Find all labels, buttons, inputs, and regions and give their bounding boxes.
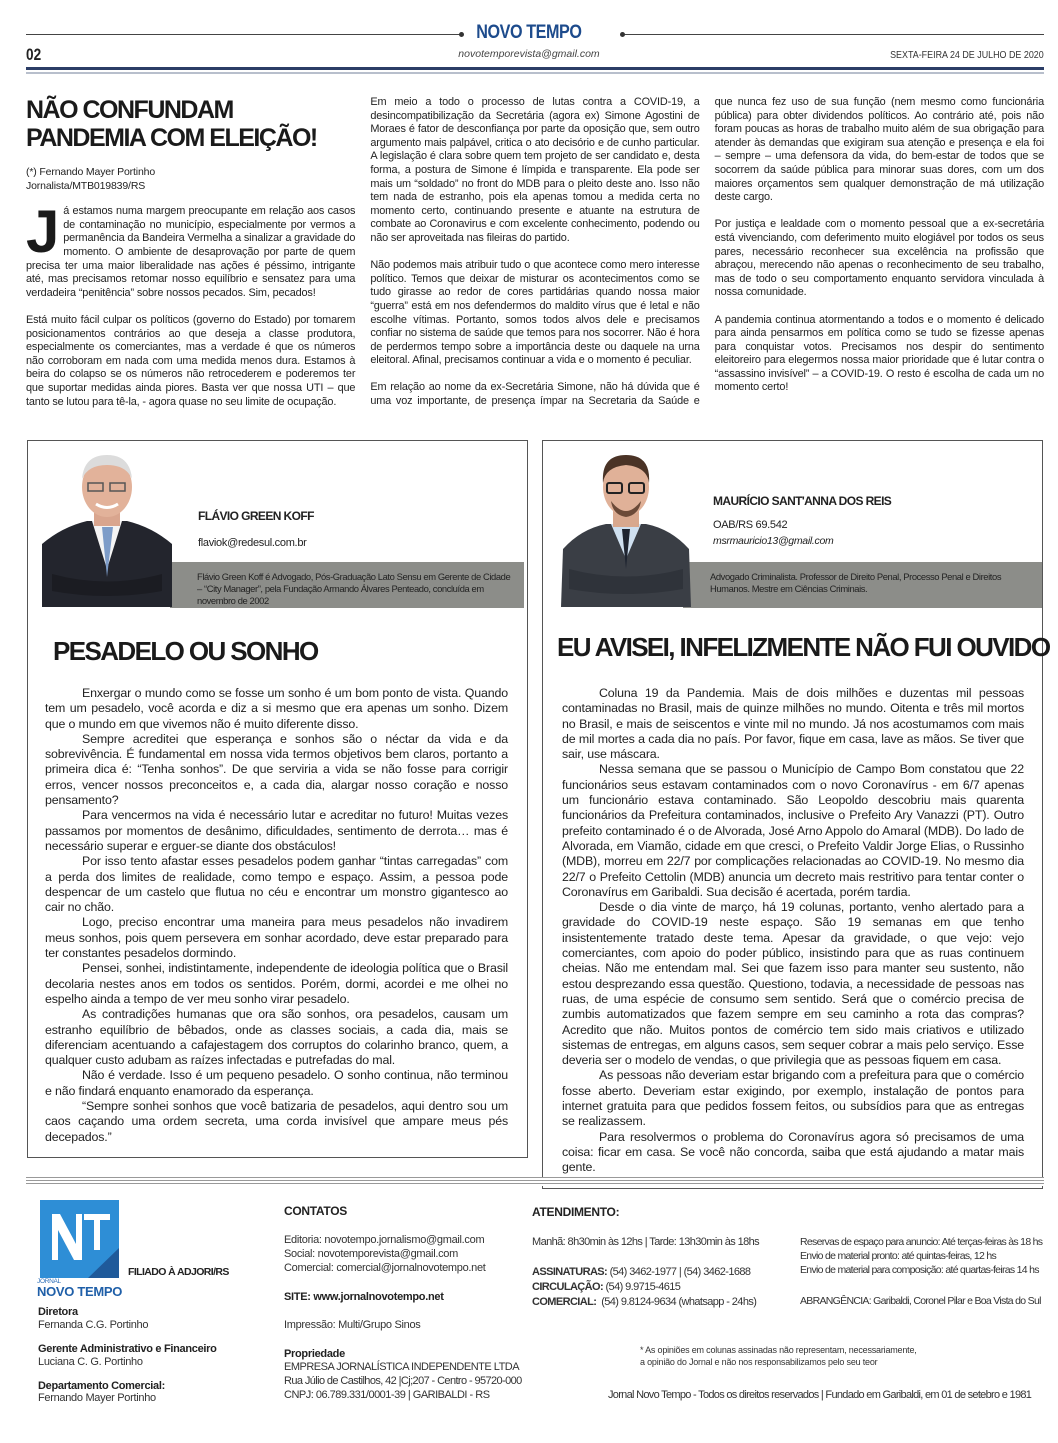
disclaimer: * As opiniões em colunas assinadas não representam, necessariamente, (640, 1345, 917, 1355)
site-link[interactable]: SITE: www.jornalnovotempo.net (284, 1291, 444, 1303)
deadline: Envio de material pronto: até quintas-feiras, 12 hs (800, 1250, 997, 1262)
editorial-paragraph: Em meio a todo o processo de lutas contra a COVID-19, a desincompatibilização da Secretária (agora ex) Simone Agostini de Moraes é fator de desconfiança por parte da oposição que, sem outro argumento mais palpável, critica o ato decisório e de cunho particular. A legislação é clara sobre quem tem projeto de ser candidato e, desta forma, a postura de Simone é límpida e transparente. Ela pode ser mais um “soldado” no front do MDB para o pleito deste ano. Isso não tem nada de estranho, pois ela apenas tomou a medida certa no momento certo, continuando presente e atuante na estrutura de combate ao Coronavirus e com excelente conhecimento, podendo ou não ser aproveitada nas fileiras do partido. (370, 96, 700, 244)
coverage: ABRANGÊNCIA: Garibaldi, Coronel Pilar e Boa Vista do Sul (800, 1295, 1041, 1307)
author-registration: OAB/RS 69.542 (713, 519, 788, 531)
editorial-paragraph: Está muito fácil culpar os políticos (governo do Estado) por tomarem posicionamentos contrários ao que deseja a classe produtora, especialmente os comerciantes, mas a verdade é que os números não corroboram em nada com uma medida menos dura. Estamos à beira do colapso se os números não retrocederem e poderemos ter que suportar medidas ainda piores. Basta ver que nossa UTI – que tanto se lutou para tê-la, - agora quase no seu limite de ocupação. (26, 313, 356, 408)
editorial-paragraph (26, 198, 356, 300)
phone-label: CIRCULAÇÃO: (532, 1281, 604, 1293)
column-title: PESADELO OU SONHO (53, 636, 318, 666)
column-paragraph: Coluna 19 da Pandemia. Mais de dois milhões e duzentas mil pessoas contaminadas no Brasil, mais de quinze milhões no mundo. Oitenta e três mil mortos no Brasil, e mais de seiscentos e vinte mil no mundo. Já nos acostumamos com mais de mil mortes a cada dia no país. Por favor, fique em casa, lave as mãos. Se tiver que sair, use máscara. (562, 686, 1024, 762)
editorial-paragraph: A pandemia continua atormentando a todos e o momento é delicado para ainda pensarmos em política como se tudo se fizesse apenas para conquistar votos. Precisamos nos despir do sentimento eleitoreiro para elegermos nossa maior prioridade que é lutar contra o “assassino invisível” – a COVID-19. O resto é escolha de cada um no momento certo! (714, 313, 1044, 394)
column-paragraph: As contradições humanas que ora são sonhos, ora pesadelos, causam um estranho equilíbrio de bêbados, onde as classes sociais, a cada dia, mais se diferenciam acentuando a cafajestagem dos corruptos do colarinho branco, quem, a qualquer custo adubam as raízes infectadas e putrefadas do mal. (45, 1007, 508, 1068)
author-bio-band (683, 562, 1042, 608)
byline-credential: Jornalista/MTB019839/RS (26, 179, 146, 192)
author-name: FLÁVIO GREEN KOFF (198, 509, 314, 523)
staff-name: Fernando Mayer Portinho (38, 1392, 156, 1404)
staff-role: Diretora (38, 1306, 78, 1318)
column-paragraph: Para vencermos na vida é necessário lutar e acreditar no futuro! Muitas vezes passamos por momentos de desânimo, dificuldades, sentimento de derrota… mas é necessário superar e erguer-se diante dos obstáculos! (45, 808, 508, 853)
column-paragraph: Não é verdade. Isso é um pequeno pesadelo. O sonho continua, não terminou e não findará enquanto enamorado da esperança. (45, 1068, 508, 1098)
logo-name: NOVO TEMPO (37, 1284, 123, 1299)
contact-social[interactable]: Social: novotemporevista@gmail.com (284, 1248, 458, 1260)
column-paragraph: Enxergar o mundo como se fosse um sonho é um bom ponto de vista. Quando tem um pesadelo, você acorda e diz a si mesmo que era apenas um sonho. Dizem que o mundo em que vivemos não é muito diferente disso. (45, 686, 508, 731)
column-paragraph: Sempre acreditei que esperança e sonhos são o néctar da vida e da sobrevivência. É fundamental em nossa vida termos objetivos bem claros, portanto a primeira dica é: “Tenha sonhos”. De que serviria a vida se não fosse para corrigir erros, vencer nossos preconceitos e, a cada dia, alargar nosso coração e nosso pensamento? (45, 731, 508, 808)
contact-comercial[interactable]: Comercial: comercial@jornalnovotempo.net (284, 1262, 486, 1274)
header-divider (26, 67, 1044, 70)
phone-value: (54) 9.8124-9634 (whatsapp - 24hs) (601, 1296, 757, 1308)
property-line: CNPJ: 06.789.331/0001-39 | GARIBALDI - RS (284, 1389, 490, 1401)
column-paragraph: Por isso tento afastar esses pesadelos podem ganhar “tintas carregadas” com a perda dos limites de realidade, como tempo e espaço. Assim, a pessoa pode despencar de um castelo que flutua no céu e encontrar um monstro gigantesco ao cair no chão. (45, 854, 508, 915)
column-paragraph: Para resolvermos o problema do Coronavírus agora só precisamos de uma coisa: ficar em casa. Se você não concorda, saiba que está ajudando a matar mais gente. (562, 1129, 1024, 1175)
service-heading: ATENDIMENTO: (532, 1205, 620, 1219)
newspaper-logo (40, 1200, 119, 1278)
phone-row (532, 1295, 756, 1309)
property-label: Propriedade (284, 1348, 345, 1360)
property-line: Rua Júlio de Castilhos, 42 |Cj;207 - Centro - 95720-000 (284, 1375, 522, 1387)
author-bio-band (170, 562, 524, 608)
author-email[interactable]: msrmauricio13@gmail.com (713, 535, 834, 547)
byline-author: (*) Fernando Mayer Portinho (26, 166, 156, 178)
phone-row (532, 1280, 680, 1294)
column-body (45, 686, 508, 1145)
property-line: EMPRESA JORNALÍSTICA INDEPENDENTE LTDA (284, 1361, 520, 1373)
editorial-paragraph: Em relação ao nome da ex-Secretária Simone, não há dúvida que é uma voz importante, de presença ímpar na Secretaria da Saúde e que nunca fez uso de sua função (nem mesmo como funcionária pública) para obter dividendos políticos. Ao contrário até, pois não foram poucas as horas de trabalho muito além de sua obrigação para atender às demandas que exigiram sua atenção e presença e ela foi – sempre – uma defensora da vida, do bem-estar de todos que se socorrem da saúde pública para minorar suas dores, com um dos maiores orçamentos sem qualquer demonstração de má utilização deste cargo. (370, 96, 1044, 408)
column-paragraph: As pessoas não deveriam estar brigando com a prefeitura para que o comércio fosse aberto. Deveriam estar exigindo, por exemplo, instalação de pontos para internet gratuita para que pedidos fossem feitos, ou subsídios para que as entregas se realizassem. (562, 1068, 1024, 1129)
header-divider-light (26, 72, 1044, 74)
editorial-byline (26, 166, 355, 193)
phone-label: COMERCIAL: (532, 1296, 597, 1308)
column-paragraph: Nessa semana que se passou o Município de Campo Bom constatou que 22 funcionários seus estavam contaminados com o novo Coronavírus - em 6/7 apenas um funcionário estava contaminado. São Leopoldo descobriu mais quarenta funcionários da Prefeitura contaminados, inclusive o Prefeito Ary Vanazzi (PT). Outro prefeito contaminado é o de Alvorada, José Arno Appolo do Amaral (MDB). Do lado de Alvorada, em Viamão, cidade em que cresci, o Prefeito Valdir Jorge Elias, o Russinho (MDB), morreu em 22/7 por complicações relacionadas ao COVID-19. No mesmo dia 22/7 o Prefeito Cettolin (MDB) anuncia um decreto mais restritivo para tentar conter o Coronavírus em Garibaldi. Sua decisão é acertada, porém tardia. (562, 762, 1024, 899)
deadline: Reservas de espaço para anuncio: Até terças-feiras às 18 hs (800, 1236, 1043, 1248)
header-date: SEXTA-FEIRA 24 DE JULHO DE 2020 (890, 49, 1044, 61)
author-bio: Advogado Criminalista. Professor de Direito Penal, Processo Penal e Direitos Humanos. Mestre em Ciências Criminais. (710, 571, 1002, 594)
column-paragraph: Desde o dia vinte de março, há 19 colunas, portanto, venho alertado para a gravidade do COVID-19 neste espaço. São 19 semanas em que tenho insistentemente tratado deste tema. Apesar da gravidade, o que vejo: vejo comerciantes, com apoio do poder público, insistindo para que as ruas continuem cheias. Não me entendam mal. Sei que fazem isso para manter seu sustento, não estou desprezando essa questão. Questiono, todavia, a necessidade de pessoas nas ruas, de uma espécie de consumo sem sentido. Será que o comércio precisa de zumbis automatizados que fazem sempre em seu caminho a rota das compras? Acredito que não. Muitos pontos de comércio tem sido mais criativos e utilizado sistemas de entregas, em alguns casos, sem sequer cobrar a mais pelo serviço. Esse deveria ser o modelo de vendas, o que privilegia que as pessoas fiquem em casa. (562, 900, 1024, 1068)
phone-value: (54) 3462-1977 | (54) 3462-1688 (609, 1266, 751, 1278)
column-box-left (27, 440, 528, 1158)
phone-value: (54) 9.9715-4615 (605, 1281, 681, 1293)
disclaimer: a opinião do Jornal e não nos responsabilizamos pelo seu teor (640, 1357, 878, 1367)
staff-role: Gerente Administrativo e Financeiro (38, 1343, 217, 1355)
column-paragraph: Pensei, sonhei, indistintamente, independente de ideologia política que o Brasil decolaria nestes anos em todos os sentidos. Porém, dormi, acordei e me olhei no espelho ainda a tempo de ver meu sonho virar pesadelo. (45, 961, 508, 1006)
printing: Impressão: Multi/Grupo Sinos (284, 1319, 421, 1331)
editorial-paragraph: Não podemos mais atribuir tudo o que acontece como mero interesse político. Temos que deixar de misturar os acontecimentos como se tudo girasse ao redor de cores partidárias quando nossa maior “guerra” está em nos defendermos do maldito vírus que é letal e não escolhe vítimas. Portanto, somos todos alvos dele e precisamos confiar no sistema de saúde que temos para nos socorrer. Não é hora de perdermos tempo sobre a importância deste ou daquele na urna eleitoral. Afinal, precisamos continuar a vida e o momento é peculiar. (370, 259, 700, 367)
column-paragraph: Logo, preciso encontrar uma maneira para meus pesadelos não invadirem meus sonhos, pois quem persevera em sonhar acordado, deve estar preparado para ter constantes pesadelos dormindo. (45, 915, 508, 961)
footer-separator (26, 1177, 1044, 1186)
copyright: Jornal Novo Tempo - Todos os direitos reservados | Fundado em Garibaldi, em 01 de setebro e 1981 (608, 1389, 1032, 1401)
column-title: EU AVISEI, INFELIZMENTE NÃO FUI OUVIDO (557, 632, 1050, 662)
page-number: 02 (26, 45, 42, 64)
author-photo (42, 449, 172, 607)
author-name: MAURÍCIO SANT'ANNA DOS REIS (713, 494, 892, 508)
author-email[interactable]: flaviok@redesul.com.br (198, 537, 307, 549)
editorial-article (26, 96, 1044, 413)
masthead: NOVO TEMPO (476, 22, 582, 43)
editorial-paragraph: Por justiça e lealdade com o momento pessoal que a ex-secretária está vivenciando, com deferimento muito elogiável por todos os seus pares, necessário reconhecer sua excelência na profissão que abraçou, merecendo não apenas o reconhecimento de seu trabalho, mas de todo o seu comportamento enquanto servidora vinculada à nossa comunidade. (714, 218, 1044, 299)
staff-name: Fernanda C.G. Portinho (38, 1319, 149, 1331)
phone-label: ASSINATURAS: (532, 1266, 608, 1278)
deadline: Envio de material para composição: até quartas-feiras 14 hs (800, 1264, 1039, 1276)
contact-editoria[interactable]: Editoria: novotempo.jornalismo@gmail.com (284, 1234, 485, 1246)
column-body (562, 686, 1024, 1176)
editorial-title: NÃO CONFUNDAM PANDEMIA COM ELEIÇÃO! (26, 96, 317, 152)
contacts-heading: CONTATOS (284, 1204, 347, 1218)
paragraph-text: á estamos numa margem preocupante em relação aos casos de contaminação no município, especialmente por vermos a permanência da Bandeira Vermelha a sinalizar a gravidade do momento. O ambiente de desaprovação por parte de quem precisa ter uma maior liberalidade nas ações é péssimo, intrigante até, mas precisamos retomar nosso equilíbrio e sensatez para uma verdadeira “penitência” sobre nossos pecados. Sim, pecados! (26, 205, 356, 299)
column-paragraph: “Sempre sonhei sonhos que você batizaria de pesadelos, aqui dentro sou um caos caçando uma ordem secreta, uma corda invisível que ampare meus pés decepados.” (45, 1099, 508, 1144)
phone-row (532, 1265, 750, 1279)
header-email: novotemporevista@gmail.com (458, 48, 600, 60)
staff-role: Departamento Comercial: (38, 1380, 165, 1392)
drop-cap: J (26, 198, 60, 266)
affiliation: FILIADO À ADJORI/RS (128, 1266, 229, 1278)
column-box-right (542, 440, 1050, 1189)
logo-small-text: JORNAL (37, 1278, 61, 1285)
staff-name: Luciana C. G. Portinho (38, 1356, 143, 1368)
author-bio: Flávio Green Koff é Advogado, Pós-Graduação Lato Sensu em Gerente de Cidade – “City Manager”, pela Fundação Armando Álvares Penteado, concluída em novembro de 2002 (197, 571, 511, 606)
author-photo (561, 449, 691, 607)
service-hours: Manhã: 8h30min às 12hs | Tarde: 13h30min às 18hs (532, 1236, 760, 1248)
